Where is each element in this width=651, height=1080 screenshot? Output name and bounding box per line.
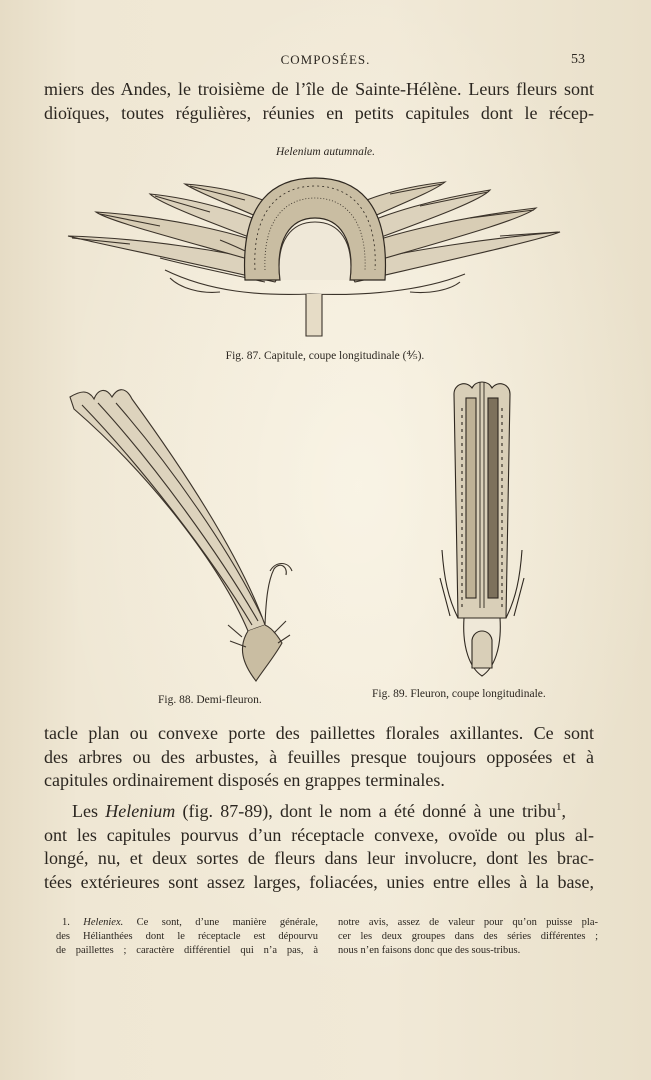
- page-number: 53: [571, 52, 585, 67]
- text-segment: Les: [72, 801, 98, 821]
- footnote-reference[interactable]: 1: [556, 801, 562, 813]
- running-title: COMPOSÉES.: [280, 52, 371, 67]
- footnote-right-column: [338, 916, 598, 958]
- figure-89-caption: Fig. 89. Fleuron, coupe longitudinale.: [372, 688, 546, 700]
- footnote-number: 1.: [62, 917, 70, 928]
- footnote-line: cer les deux groupes dans des séries différentes ;: [338, 931, 598, 942]
- footnote-left-column: [56, 916, 318, 958]
- text-line: dioïques, toutes régulières, réunies en petits capitules dont le récep-: [44, 102, 594, 123]
- body-paragraph-2: [44, 796, 594, 894]
- figure-87-capitulum-illustration: [60, 170, 570, 345]
- text-line: miers des Andes, le troisième de l’île de Sainte-Hélène. Leurs fleurs sont: [44, 79, 594, 99]
- genus-name: Helenium: [105, 801, 176, 821]
- text-segment: (fig. 87-89), dont le nom a été donné à une tribu: [182, 801, 557, 821]
- footnote-text: Ce sont, d’une manière générale,: [136, 917, 319, 928]
- text-line: des arbres ou des arbustes, à feuilles presque toujours opposées et à: [44, 746, 594, 767]
- text-line: [44, 796, 566, 824]
- species-name: Helenium autumnale.: [275, 146, 375, 158]
- body-paragraph-1: [44, 722, 594, 793]
- figure-89-disc-floret-illustration: [440, 378, 525, 683]
- text-line: tacle plan ou convexe porte des paillettes florales axillantes. Ce sont: [44, 723, 594, 743]
- text-segment: ,: [561, 801, 567, 821]
- text-line: capitules ordinairement disposés en grappes terminales.: [44, 770, 445, 790]
- footnote-line: nous n’en faisons donc que des sous-tribus.: [338, 945, 521, 956]
- footnote-term: Heleniex.: [83, 917, 124, 928]
- intro-paragraph: [44, 78, 594, 125]
- text-line: tées extérieures sont assez larges, foliacées, unies entre elles à la base,: [44, 871, 594, 892]
- figure-88-ray-floret-illustration: [60, 385, 310, 685]
- figure-87-caption: Fig. 87. Capitule, coupe longitudinale (⅘).: [225, 350, 425, 362]
- footnote-line: de paillettes ; caractère différentiel qui n’a pas, à: [56, 945, 318, 956]
- text-line: longé, nu, et deux sortes de fleurs dans leur involucre, dont les brac-: [44, 848, 594, 868]
- figure-87-title: [0, 146, 651, 158]
- footnote-line: des Hélianthées dont le réceptacle est dépourvu: [56, 931, 318, 942]
- figure-88-caption: Fig. 88. Demi-fleuron.: [158, 694, 262, 706]
- text-line: ont les capitules pourvus d’un réceptacle convexe, ovoïde ou plus al-: [44, 824, 594, 845]
- footnote-line: [56, 916, 318, 930]
- footnote-line: notre avis, assez de valeur pour qu’on puisse pla-: [338, 917, 598, 928]
